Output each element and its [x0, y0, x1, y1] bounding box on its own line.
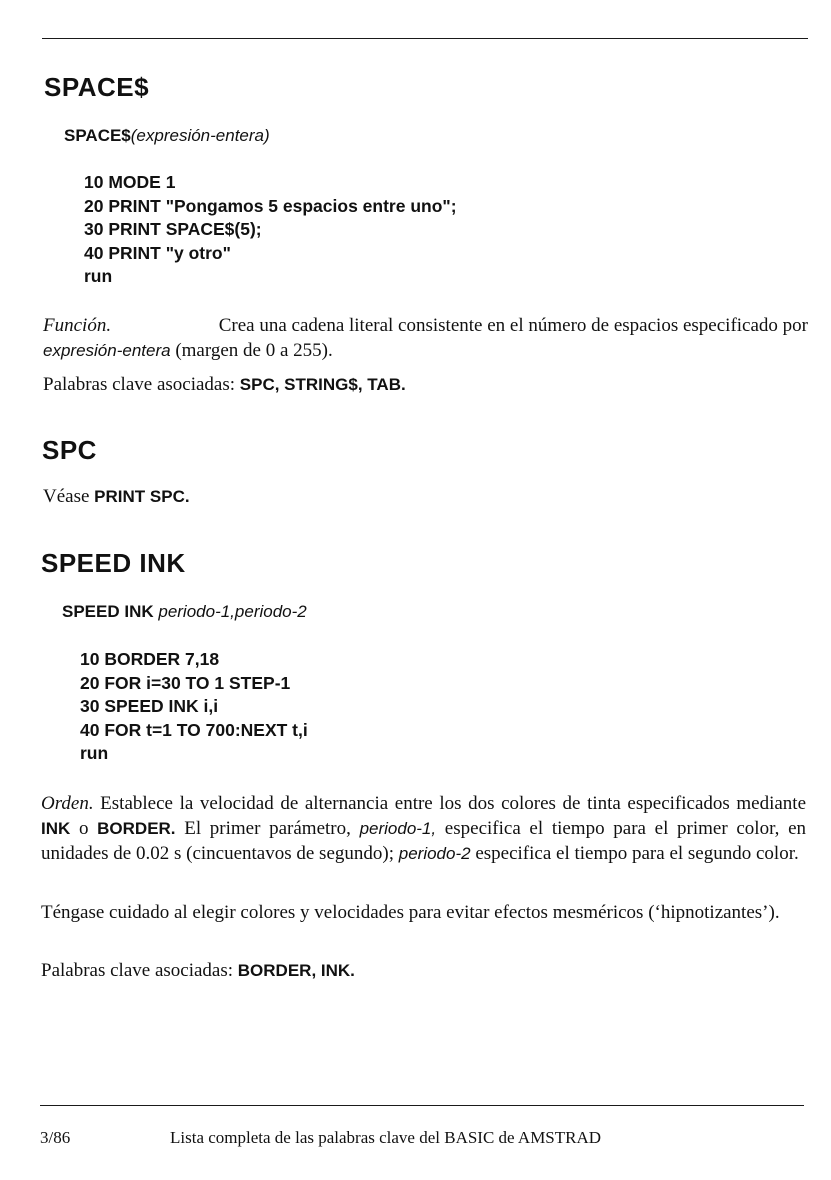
description-text: (margen de 0 a 255). [170, 340, 333, 361]
see-keyword: PRINT SPC. [94, 487, 190, 506]
code-line: 10 BORDER 7,18 [80, 649, 220, 669]
description-param-periodo-2: periodo-2 [398, 844, 471, 863]
description-param-periodo-1: periodo-1, [359, 819, 437, 838]
description-speed-ink [41, 791, 806, 866]
assoc-keywords: SPC, STRING$, TAB. [239, 375, 406, 394]
syntax-space [64, 127, 270, 144]
code-line: 40 PRINT "y otro" [84, 242, 231, 263]
running-title: Lista completa de las palabras clave del BASIC de AMSTRAD [170, 1128, 602, 1147]
associated-keywords-space [43, 372, 406, 397]
description-text: o [70, 818, 98, 839]
header-rule [42, 38, 808, 39]
code-line: run [84, 266, 113, 286]
description-text: Crea una cadena literal consistente en el número de espacios especificado por [213, 315, 808, 336]
section-heading-space: SPACE$ [44, 72, 150, 102]
description-space [43, 313, 808, 363]
description-text: El primer parámetro, [175, 818, 360, 839]
description-line-1 [43, 313, 808, 338]
section-heading-speed-ink: SPEED INK [41, 548, 186, 578]
associated-keywords-speed-ink [41, 958, 355, 983]
section-heading-spc: SPC [42, 435, 97, 465]
assoc-prefix: Palabras clave asociadas: [43, 374, 240, 395]
description-text: especifica el tiempo para el primer color, en unidades de 0.02 s (cincuentavos de segundo); [41, 818, 806, 864]
page-number: 3/86 [40, 1128, 71, 1147]
code-example-space [84, 171, 457, 289]
footer-rule [40, 1105, 804, 1106]
description-label: Orden. [41, 793, 94, 814]
code-line: 30 PRINT SPACE$(5); [84, 219, 262, 239]
description-keyword-border: BORDER. [97, 819, 176, 838]
description-label: Función. [43, 315, 112, 336]
code-line: 10 MODE 1 [84, 172, 176, 192]
note-speed-ink: Téngase cuidado al elegir colores y velocidades para evitar efectos mesméricos (‘hipnotizantes’). [41, 902, 780, 923]
syntax-keyword: SPACE$ [64, 126, 131, 145]
code-line: 30 SPEED INK i,i [80, 696, 219, 716]
see-prefix: Véase [43, 486, 95, 507]
assoc-keywords: BORDER, INK. [237, 961, 355, 980]
description-keyword-ink: INK [41, 819, 71, 838]
syntax-param: (expresión-entera) [130, 126, 270, 145]
code-line: run [80, 743, 109, 763]
code-line: 40 FOR t=1 TO 700:NEXT t,i [80, 719, 308, 740]
syntax-speed-ink [62, 603, 307, 620]
description-text: especifica el tiempo para el segundo color. [470, 843, 799, 864]
code-line: 20 FOR i=30 TO 1 STEP-1 [80, 672, 291, 693]
assoc-prefix: Palabras clave asociadas: [41, 960, 238, 981]
syntax-keyword: SPEED INK [62, 602, 159, 621]
code-example-speed-ink [80, 648, 308, 766]
syntax-param: periodo-1,periodo-2 [158, 602, 307, 621]
description-text: Establece la velocidad de alternancia entre los dos colores de tinta especificados mediante [93, 793, 806, 814]
see-also-spc [43, 484, 190, 509]
code-line: 20 PRINT "Pongamos 5 espacios entre uno"; [84, 195, 457, 216]
description-param: expresión-entera [43, 341, 171, 360]
